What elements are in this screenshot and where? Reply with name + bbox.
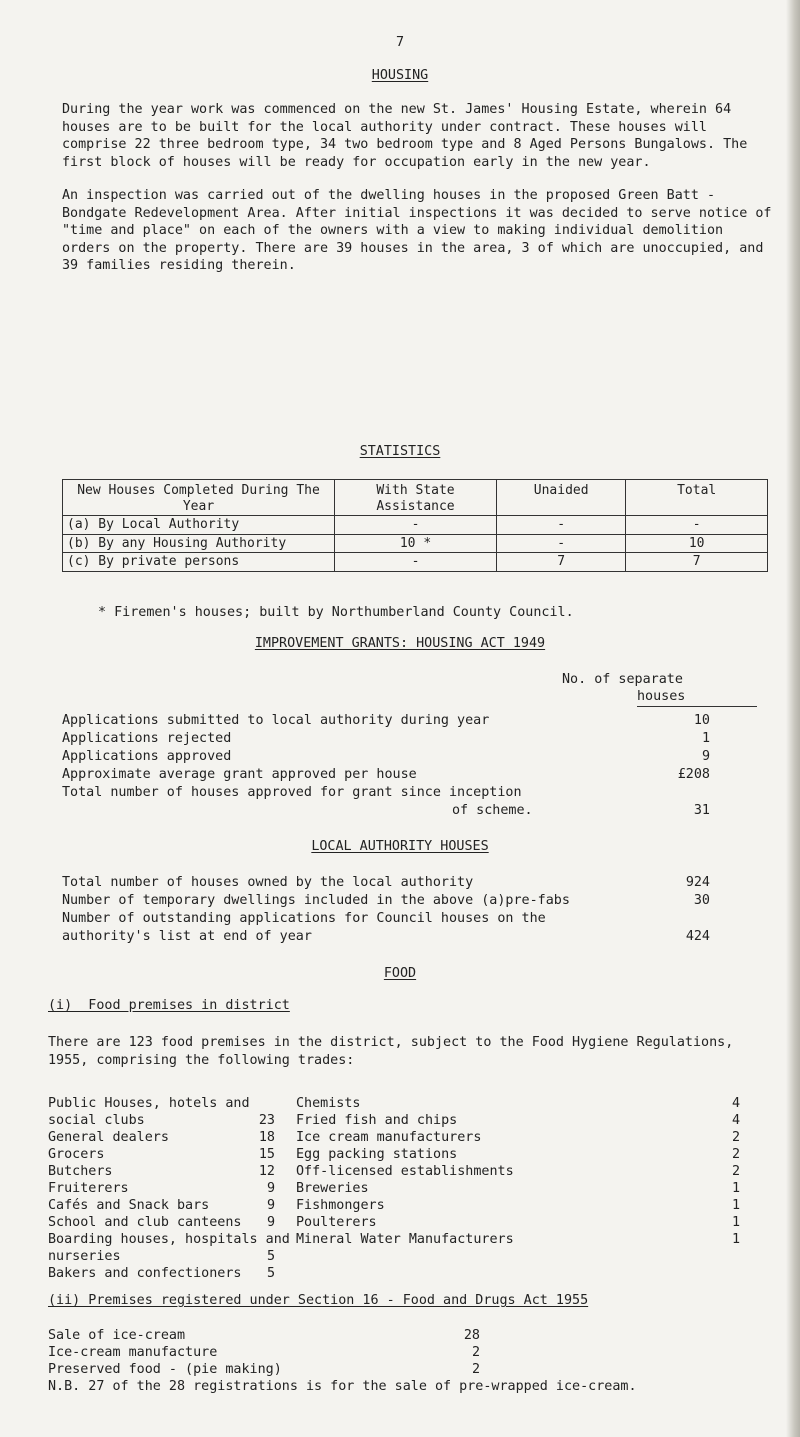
trade-name: Poulterers [296,1215,377,1230]
lah-line: Number of outstanding applications for Council houses on the [62,911,546,926]
registered-name: Preserved food - (pie making) [48,1362,282,1377]
trade-name: Breweries [296,1181,369,1196]
page-number: 7 [395,35,405,50]
table-row [63,553,768,572]
trade-count: 2 [731,1164,740,1179]
table-header-row [63,480,768,516]
trade-name: Bakers and confectioners [48,1266,242,1281]
trade-name: Butchers [48,1164,113,1179]
lah-line: Number of temporary dwellings included in the above (a)pre-fabs [62,893,570,908]
registered-count: 2 [471,1345,480,1360]
food-subheading-1: (i) Food premises in district [48,998,290,1013]
trade-count: 9 [266,1181,275,1196]
trade-count: 4 [731,1096,740,1111]
row-value: 10 * [335,534,497,553]
grants-heading: IMPROVEMENT GRANTS: HOUSING ACT 1949 [254,636,546,651]
trade-count: 1 [731,1181,740,1196]
trade-count: 9 [266,1198,275,1213]
registered-count: 28 [463,1328,480,1343]
trade-name: Mineral Water Manufacturers [296,1232,514,1247]
food-heading: FOOD [383,966,417,981]
trade-count: 15 [258,1147,275,1162]
trade-name: General dealers [48,1130,169,1145]
grants-item-label: Applications submitted to local authority during year [62,713,490,728]
trade-count: 4 [731,1113,740,1128]
table-header: Unaided [497,480,626,516]
trade-name: Grocers [48,1147,105,1162]
row-value: - [626,516,768,535]
trade-name: Fried fish and chips [296,1113,458,1128]
housing-heading: HOUSING [371,68,429,83]
trade-name: Egg packing stations [296,1147,458,1162]
trade-count: 2 [731,1147,740,1162]
food-note: N.B. 27 of the 28 registrations is for the sale of pre-wrapped ice-cream. [48,1379,637,1394]
row-value: 10 [626,534,768,553]
row-value: - [335,516,497,535]
trade-count: 5 [266,1249,275,1264]
page-edge-shadow [786,0,800,1437]
lah-line: authority's list at end of year [62,929,312,944]
trade-name: School and club canteens [48,1215,242,1230]
grants-item-value: £208 [677,767,710,782]
row-label: (a) By Local Authority [63,516,335,535]
row-value: 7 [626,553,768,572]
grants-item-label: Applications approved [62,749,232,764]
registered-count: 2 [471,1362,480,1377]
trade-name: Boarding houses, hospitals and [48,1232,290,1247]
grants-item-value: 10 [693,713,710,728]
statistics-footnote: * Firemen's houses; built by Northumberland County Council. [98,605,574,620]
trade-count: 2 [731,1130,740,1145]
new-houses-table [62,479,768,572]
lah-value: 924 [685,875,710,890]
housing-paragraph-2: An inspection was carried out of the dwelling houses in the proposed Green Batt - Bondgate Redevelopment Area. After initial inspections it was decided to serve notice of "time and place" on each of the owners with a view to making individual demolition orders on the property. There are 39 houses in the area, 3 of which are unoccupied, and 39 families residing therein. [62,188,772,273]
trade-count: 12 [258,1164,275,1179]
statistics-heading: STATISTICS [359,444,441,459]
table-header: New Houses Completed During The Year [63,480,335,516]
trade-count: 1 [731,1198,740,1213]
grants-column-header: No. of separate [562,672,683,687]
trade-name: Public Houses, hotels and [48,1096,250,1111]
row-value: 7 [497,553,626,572]
table-header: With State Assistance [335,480,497,516]
grants-item-value: 31 [693,803,710,818]
lah-line: Total number of houses owned by the local authority [62,875,474,890]
food-subheading-2: (ii) Premises registered under Section 16 - Food and Drugs Act 1955 [48,1293,589,1308]
lah-value: 424 [685,929,710,944]
grants-item-label: Total number of houses approved for grant since inception [62,785,522,800]
trade-count: 1 [731,1215,740,1230]
trade-count: 9 [266,1215,275,1230]
grants-item-label: Applications rejected [62,731,232,746]
trade-count: 5 [266,1266,275,1281]
trade-name: nurseries [48,1249,121,1264]
trade-count: 18 [258,1130,275,1145]
trade-name: social clubs [48,1113,145,1128]
table-row [63,534,768,553]
lah-heading: LOCAL AUTHORITY HOUSES [311,839,489,854]
row-value: - [497,534,626,553]
table-header: Total [626,480,768,516]
grants-item-label: Approximate average grant approved per house [62,767,417,782]
row-value: - [497,516,626,535]
row-label: (c) By private persons [63,553,335,572]
grants-column-subheader: houses [637,688,757,707]
trade-name: Fruiterers [48,1181,129,1196]
food-paragraph: There are 123 food premises in the district, subject to the Food Hygiene Regulations, 1955, comprising the following trades: [48,1035,734,1068]
trade-name: Off-licensed establishments [296,1164,514,1179]
row-value: - [335,553,497,572]
trade-name: Ice cream manufacturers [296,1130,482,1145]
row-label: (b) By any Housing Authority [63,534,335,553]
registered-name: Sale of ice-cream [48,1328,186,1343]
trade-name: Fishmongers [296,1198,385,1213]
trade-count: 1 [731,1232,740,1247]
housing-paragraph-1: During the year work was commenced on the new St. James' Housing Estate, wherein 64 houses are to be built for the local authority under contract. These houses will comprise 22 three bedroom type, 34 two bedroom type and 8 Aged Persons Bungalows. The first block of houses will be ready for occupation early in the new year. [62,102,748,170]
table-row [63,516,768,535]
registered-name: Ice-cream manufacture [48,1345,218,1360]
trade-count: 23 [258,1113,275,1128]
grants-item-label: of scheme. [452,803,533,818]
grants-item-value: 1 [701,731,710,746]
trade-name: Cafés and Snack bars [48,1198,210,1213]
lah-value: 30 [693,893,710,908]
trade-name: Chemists [296,1096,361,1111]
grants-item-value: 9 [701,749,710,764]
